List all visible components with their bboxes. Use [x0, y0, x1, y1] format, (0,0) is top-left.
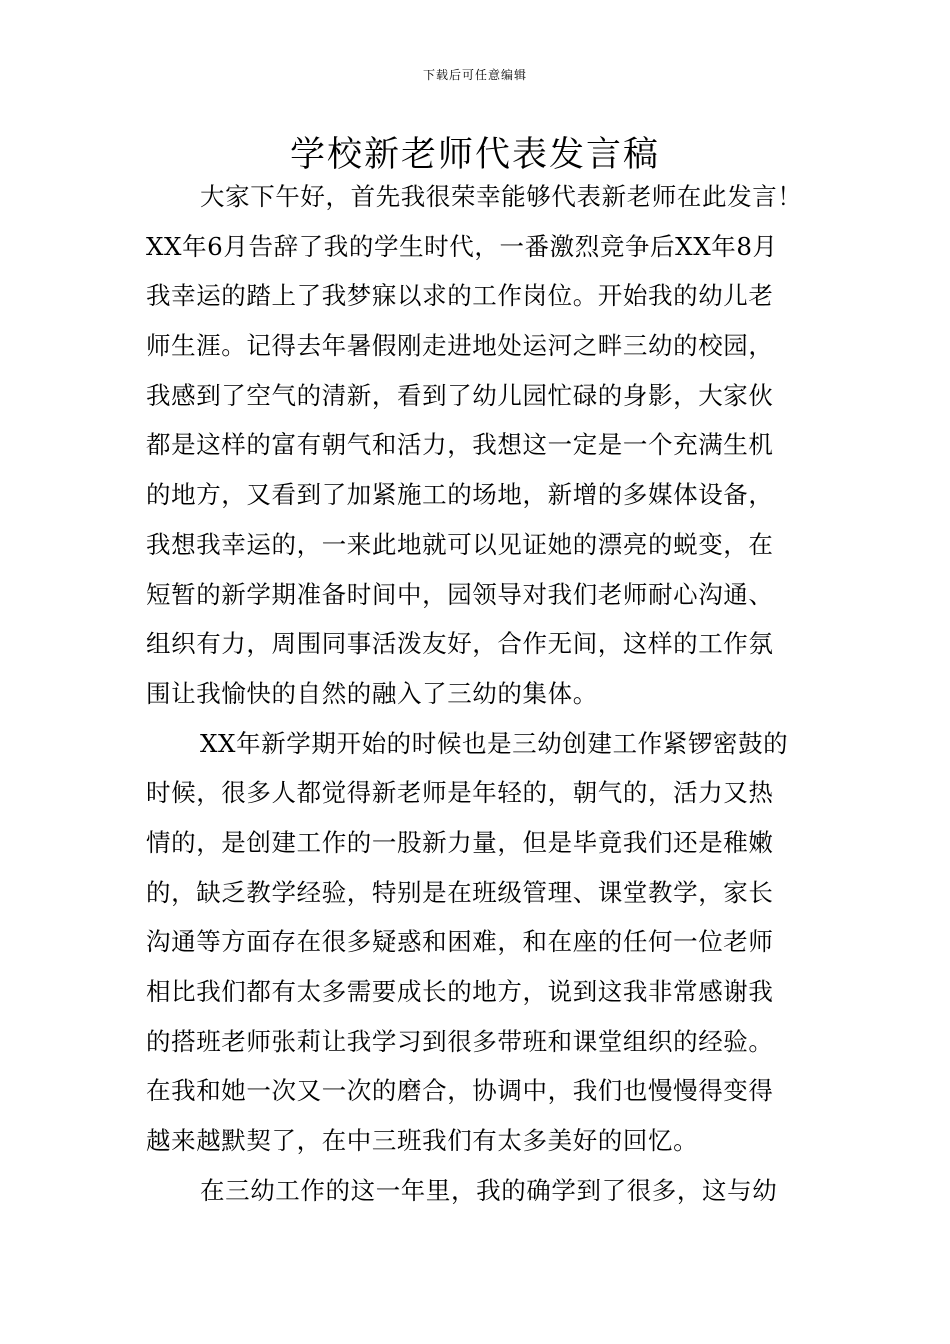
body-line: 情的，是创建工作的一股新力量，但是毕竟我们还是稚嫩	[146, 827, 774, 857]
body-line: 我感到了空气的清新，看到了幼儿园忙碌的身影，大家伙	[146, 380, 774, 410]
body-line: 相比我们都有太多需要成长的地方，说到这我非常感谢我	[146, 977, 774, 1006]
body-line: 我幸运的踏上了我梦寐以求的工作岗位。开始我的幼儿老	[146, 281, 774, 311]
body-line: 师生涯。记得去年暑假刚走进地处运河之畔三幼的校园，	[146, 331, 774, 361]
document-title: 学校新老师代表发言稿	[289, 135, 660, 175]
body-line: 我想我幸运的，一来此地就可以见证她的漂亮的蜕变，在	[146, 529, 774, 559]
body-line: XX年6月告辞了我的学生时代，一番激烈竞争后XX年8月	[146, 231, 778, 261]
body-line: 围让我愉快的自然的融入了三幼的集体。	[146, 678, 598, 708]
body-line: 在我和她一次又一次的磨合，协调中，我们也慢慢得变得	[146, 1076, 774, 1106]
document-body	[146, 172, 836, 1215]
body-line: 时候，很多人都觉得新老师是年轻的，朝气的，活力又热	[146, 778, 774, 808]
body-line: 的地方，又看到了加紧施工的场地，新增的多媒体设备，	[146, 480, 774, 510]
body-line: 大家下午好，首先我很荣幸能够代表新老师在此发言！	[200, 182, 803, 211]
body-line: 组织有力，周围同事活泼友好，合作无间，这样的工作氛	[146, 629, 774, 659]
body-line: 都是这样的富有朝气和活力，我想这一定是一个充满生机	[146, 430, 774, 460]
body-line: 的搭班老师张莉让我学习到很多带班和课堂组织的经验。	[146, 1026, 774, 1056]
body-line: 的，缺乏教学经验，特别是在班级管理、课堂教学，家长	[146, 877, 774, 907]
body-line: 短暂的新学期准备时间中，园领导对我们老师耐心沟通、	[146, 579, 774, 609]
body-line: 在三幼工作的这一年里，我的确学到了很多，这与幼	[200, 1175, 778, 1205]
header-note: 下载后可任意编辑	[422, 68, 527, 82]
body-line: XX年新学期开始的时候也是三幼创建工作紧锣密鼓的	[200, 728, 789, 758]
body-line: 越来越默契了，在中三班我们有太多美好的回忆。	[146, 1126, 699, 1156]
body-line: 沟通等方面存在很多疑惑和困难，和在座的任何一位老师	[146, 927, 774, 957]
